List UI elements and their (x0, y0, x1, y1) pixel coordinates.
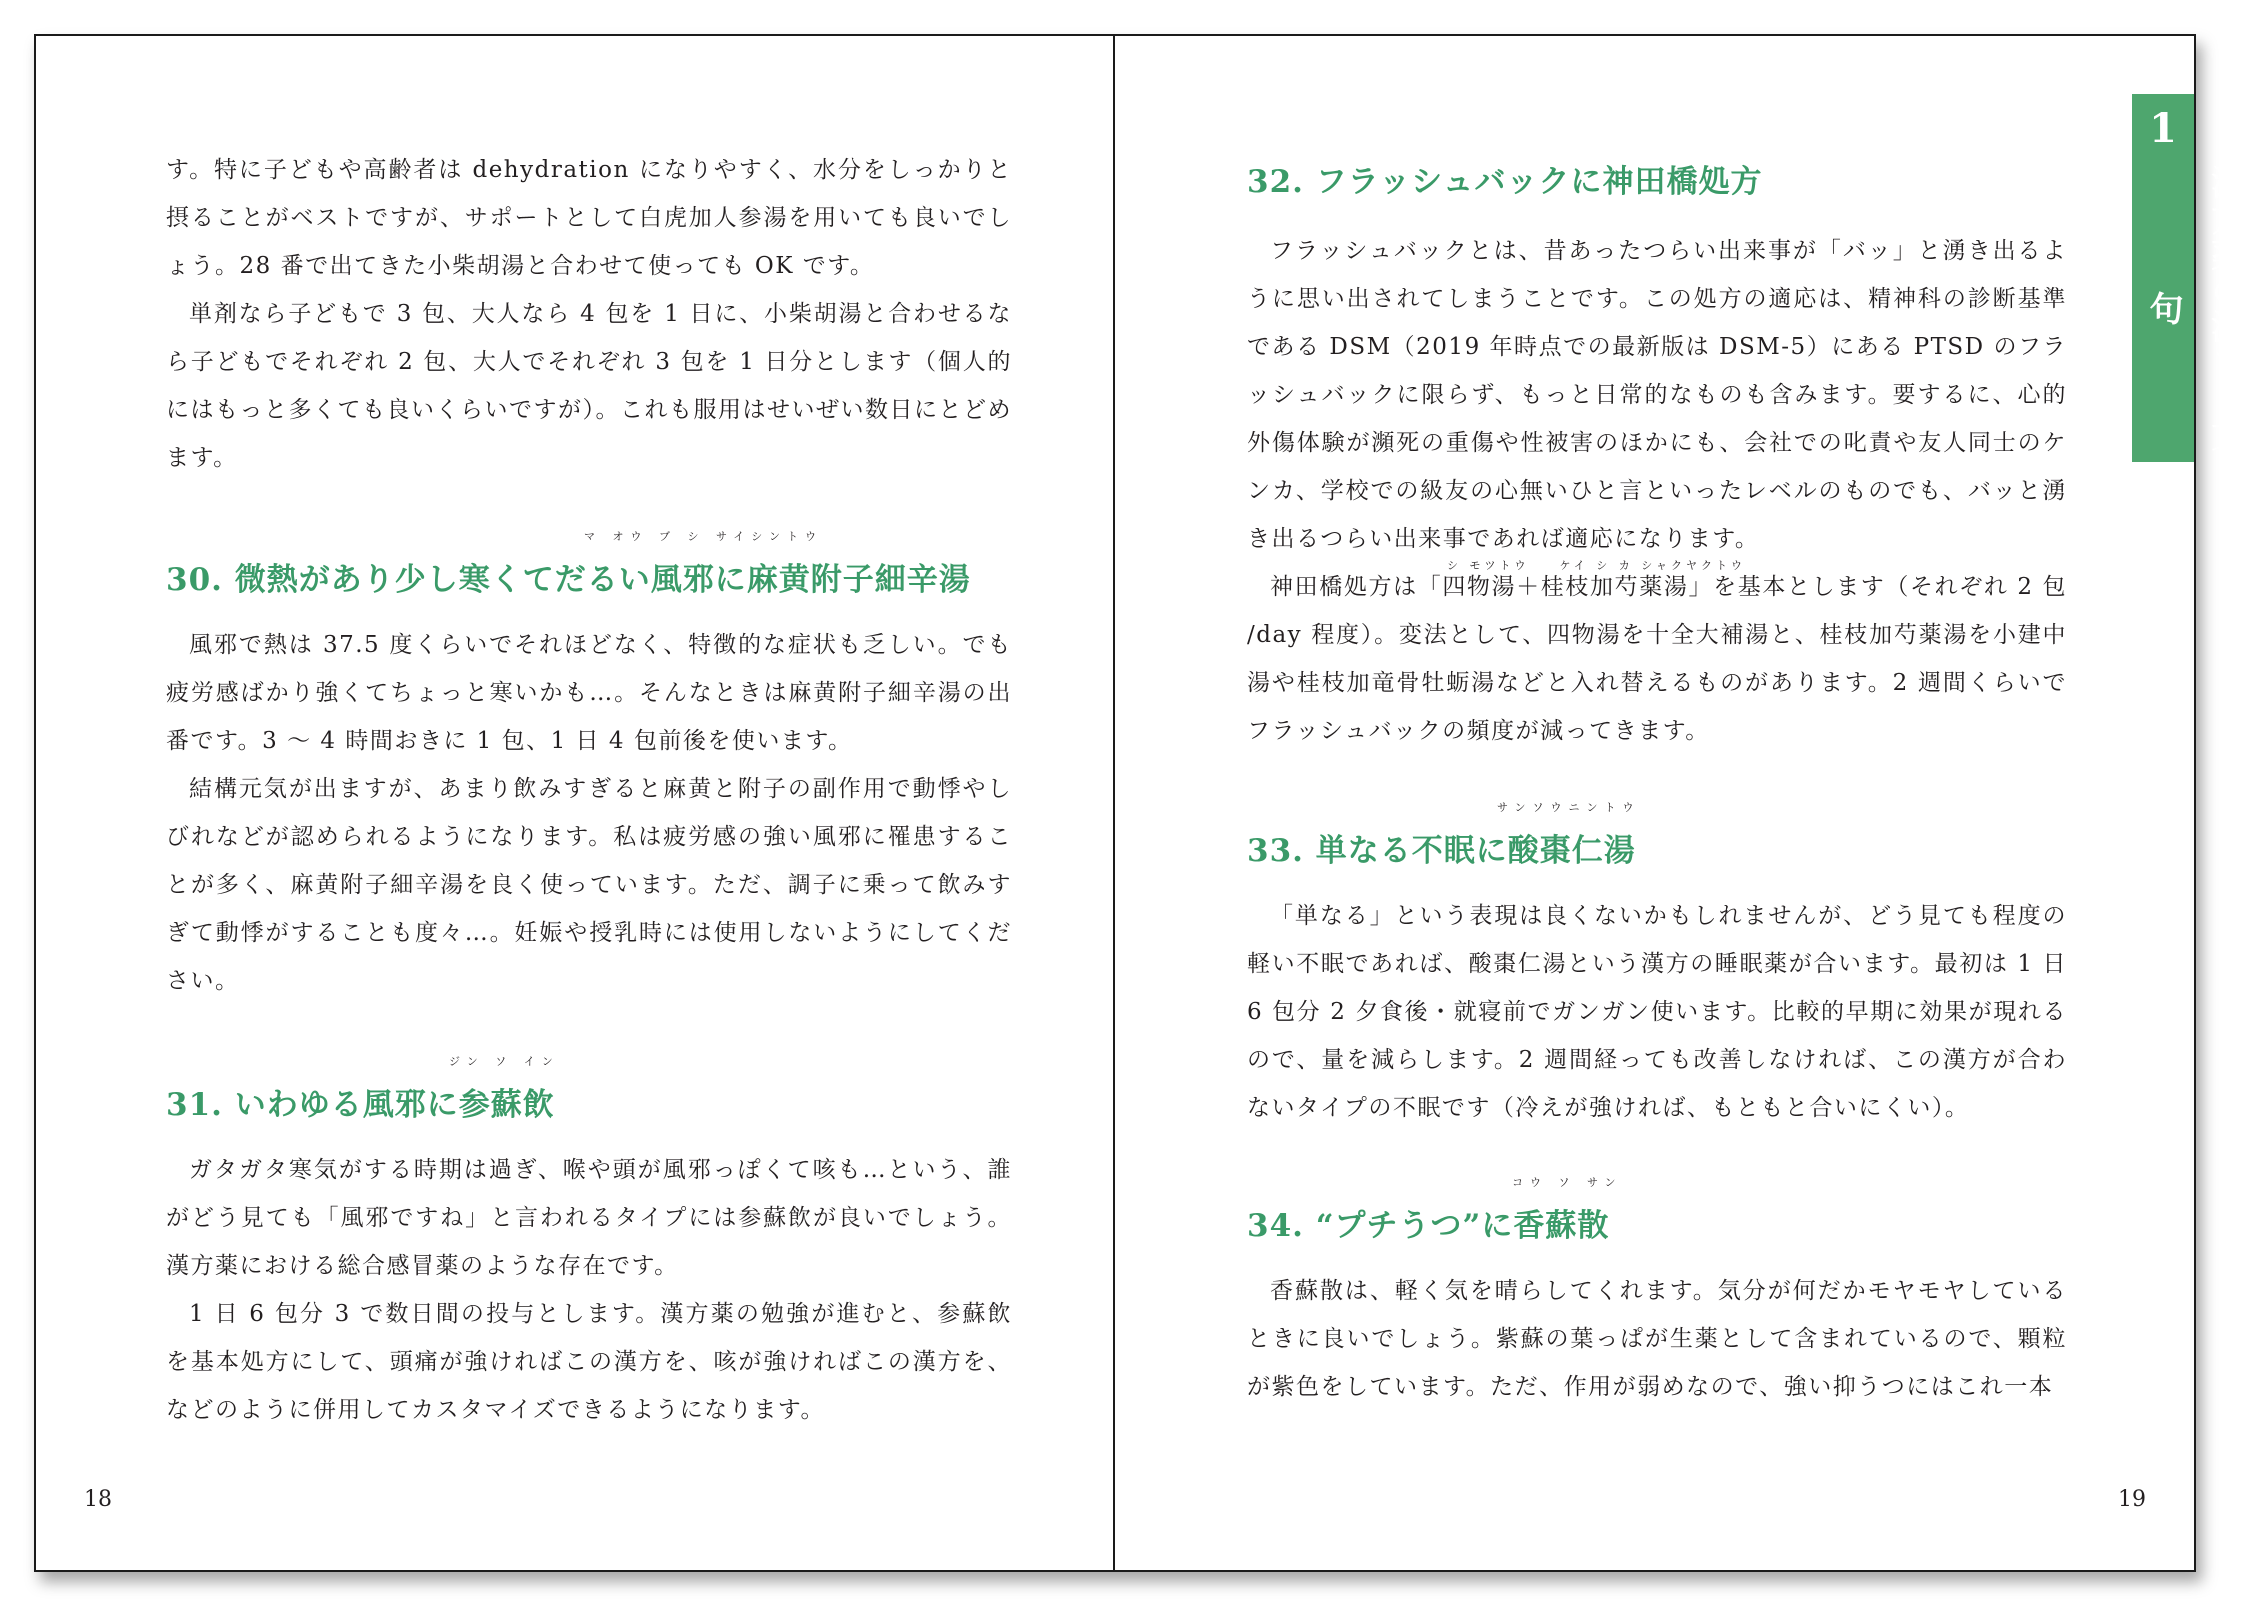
chapter-title: 漢方薬の決まり文句 (2143, 165, 2245, 453)
furigana: サンソウニントウ (1497, 801, 1641, 814)
section-heading-32 (1247, 156, 2067, 201)
paragraph: 単剤なら子どもで 3 包、大人なら 4 包を 1 日に、小柴胡湯と合わせるなら子どもでそれぞれ 2 包、大人でそれぞれ 3 包を 1 日分とします（個人的にはもっと多くても良いくらいですが）。これも服用はせいぜい数日にとどめます。 (166, 301, 1012, 471)
section-title: 33. 単なる不眠に酸棗仁湯 (1247, 833, 1636, 869)
paragraph: 「単なる」という表現は良くないかもしれませんが、どう見ても程度の軽い不眠であれば、酸棗仁湯という漢方の睡眠薬が合います。最初は 1 日 6 包分 2 夕食後・就寝前でガンガン使います。比較的早期に効果が現れるので、量を減らします。2 週間経っても改善しなければ、この漢方が合わないタイプの不眠です（冷えが強ければ、もともと合いにくい）。 (1247, 903, 2067, 1121)
right-page-content (1247, 156, 2067, 1411)
page-number: 18 (84, 1487, 112, 1512)
paragraph: 1 日 6 包分 3 で数日間の投与とします。漢方薬の勉強が進むと、参蘇飲を基本処方にして、頭痛が強ければこの漢方を、咳が強ければこの漢方を、などのように併用してカスタマイズできるようになります。 (166, 1301, 1012, 1423)
paragraph: 神田橋処方は「四物湯＋桂枝加芍薬湯」を基本とします（それぞれ 2 包 /day 程度）。変法として、四物湯を十全大補湯と、桂枝加芍薬湯を小建中湯や桂枝加竜骨牡蛎湯などと入れ替えるものがあります。2 週間くらいでフラッシュバックの頻度が減ってきます。 (1247, 574, 2067, 744)
section-heading-34 (1247, 1176, 2067, 1245)
paragraph: す。特に子どもや高齢者は dehydration になりやすく、水分をしっかりと摂ることがベストですが、サポートとして白虎加人参湯を用いても良いでしょう。28 番で出てきた小柴胡湯と合わせて使っても OK です。 (166, 157, 1012, 279)
section-heading-33 (1247, 801, 2067, 870)
paragraph: ガタガタ寒気がする時期は過ぎ、喉や頭が風邪っぽくて咳も…という、誰がどう見ても「風邪ですね」と言われるタイプには参蘇飲が良いでしょう。漢方薬における総合感冒薬のような存在です。 (166, 1157, 1012, 1279)
chapter-number: 1 (2149, 105, 2177, 152)
section-title: 32. フラッシュバックに神田橋処方 (1247, 164, 1763, 200)
furigana: コウ ソ サン (1512, 1176, 1623, 1189)
section-title: 34. “プチうつ”に香蘇散 (1247, 1208, 1610, 1244)
page-number: 19 (2118, 1487, 2146, 1512)
furigana: ジン ソ イン (449, 1055, 560, 1068)
furigana: マ オウ ブ シ サイシントウ (584, 530, 823, 543)
left-page-content (166, 146, 1012, 1434)
paragraph: 結構元気が出ますが、あまり飲みすぎると麻黄と附子の副作用で動悸やしびれなどが認められるようになります。私は疲労感の強い風邪に罹患することが多く、麻黄附子細辛湯を良く使っています。ただ、調子に乗って飲みすぎて動悸がすることも度々…。妊娠や授乳時には使用しないようにしてください。 (166, 776, 1012, 994)
section-heading-30 (166, 530, 1012, 599)
section-title: 30. 微熱があり少し寒くてだるい風邪に麻黄附子細辛湯 (166, 562, 971, 598)
chapter-tab (2132, 94, 2245, 462)
paragraph: フラッシュバックとは、昔あったつらい出来事が「バッ」と湧き出るように思い出されてしまうことです。この処方の適応は、精神科の診断基準である DSM（2019 年時点での最新版は DSM-5）にある PTSD のフラッシュバックに限らず、もっと日常的なものも含みます。要するに、心的外傷体験が瀕死の重傷や性被害のほかにも、会社での叱責や友人同士のケンカ、学校での級友の心無いひと言といったレベルのものでも、バッと湧き出るつらい出来事であれば適応になります。 (1247, 238, 2067, 552)
book-spread (34, 34, 2245, 1572)
left-page (36, 36, 1113, 1570)
furigana: シ モツトウ ケイ シ カ シャクヤクトウ (1447, 559, 1746, 572)
section-title: 31. いわゆる風邪に参蘇飲 (166, 1087, 555, 1123)
section-heading-31 (166, 1055, 1012, 1124)
paragraph: 香蘇散は、軽く気を晴らしてくれます。気分が何だかモヤモヤしているときに良いでしょう。紫蘇の葉っぱが生薬として含まれているので、顆粒が紫色をしています。ただ、作用が弱めなので、強い抑うつにはこれ一本 (1247, 1278, 2067, 1400)
paragraph: 風邪で熱は 37.5 度くらいでそれほどなく、特徴的な症状も乏しい。でも疲労感ばかり強くてちょっと寒いかも…。そんなときは麻黄附子細辛湯の出番です。3 ～ 4 時間おきに 1 包、1 日 4 包前後を使います。 (166, 632, 1012, 754)
right-page (1115, 36, 2245, 1570)
